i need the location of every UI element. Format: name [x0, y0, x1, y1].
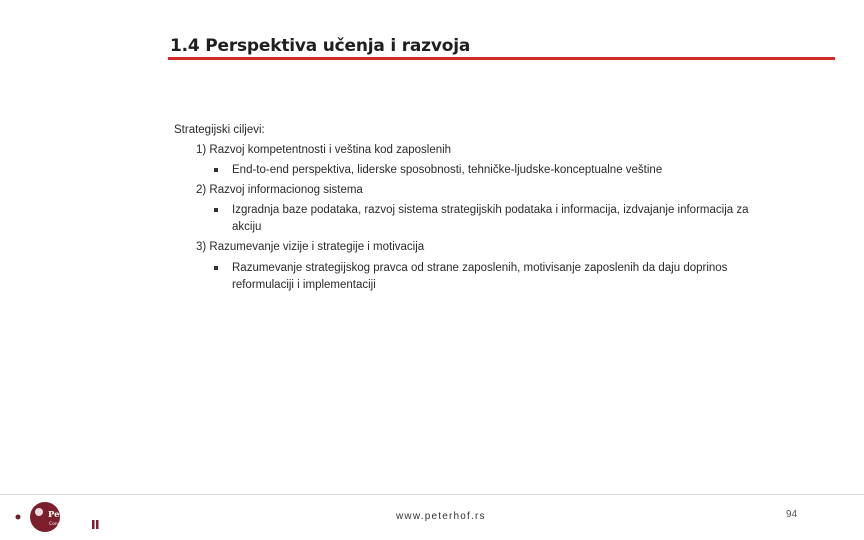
footer-url: www.peterhof.rs — [396, 511, 486, 522]
content-heading: Strategijski ciljevi: — [174, 124, 265, 136]
goal-1-label: 1) Razvoj kompetentnosti i veština kod zaposlenih — [196, 144, 452, 156]
bullet-icon — [214, 266, 218, 270]
goal-1-bullet: End-to-end perspektiva, liderske sposobnosti, tehničke-ljudske-konceptualne veštine — [232, 164, 663, 176]
goal-3-label: 3) Razumevanje vizije i strategije i motivacija — [196, 241, 425, 253]
goal-3-bullet-line2: reformulaciji i implementaciji — [232, 279, 376, 291]
page-number: 94 — [786, 509, 798, 520]
goal-3-bullet-line1: Razumevanje strategijskog pravca od strane zaposlenih, motivisanje zaposlenih da daju doprinos — [232, 262, 728, 274]
goal-2-bullet-line2: akciju — [232, 221, 262, 233]
logo-text: PeterHof — [48, 510, 91, 520]
title-divider — [168, 57, 835, 60]
bullet-icon — [214, 168, 218, 172]
footer-divider — [0, 494, 864, 495]
peterhof-logo — [14, 500, 124, 534]
logo-subtext: Consulting — [49, 522, 73, 527]
slide-title: 1.4 Perspektiva učenja i razvoja — [170, 36, 471, 56]
goal-2-bullet-line1: Izgradnja baze podataka, razvoj sistema strategijskih podataka i informacija, izdvajanje informacija za — [232, 204, 749, 216]
goal-2-label: 2) Razvoj informacionog sistema — [196, 184, 363, 196]
bullet-icon — [214, 208, 218, 212]
